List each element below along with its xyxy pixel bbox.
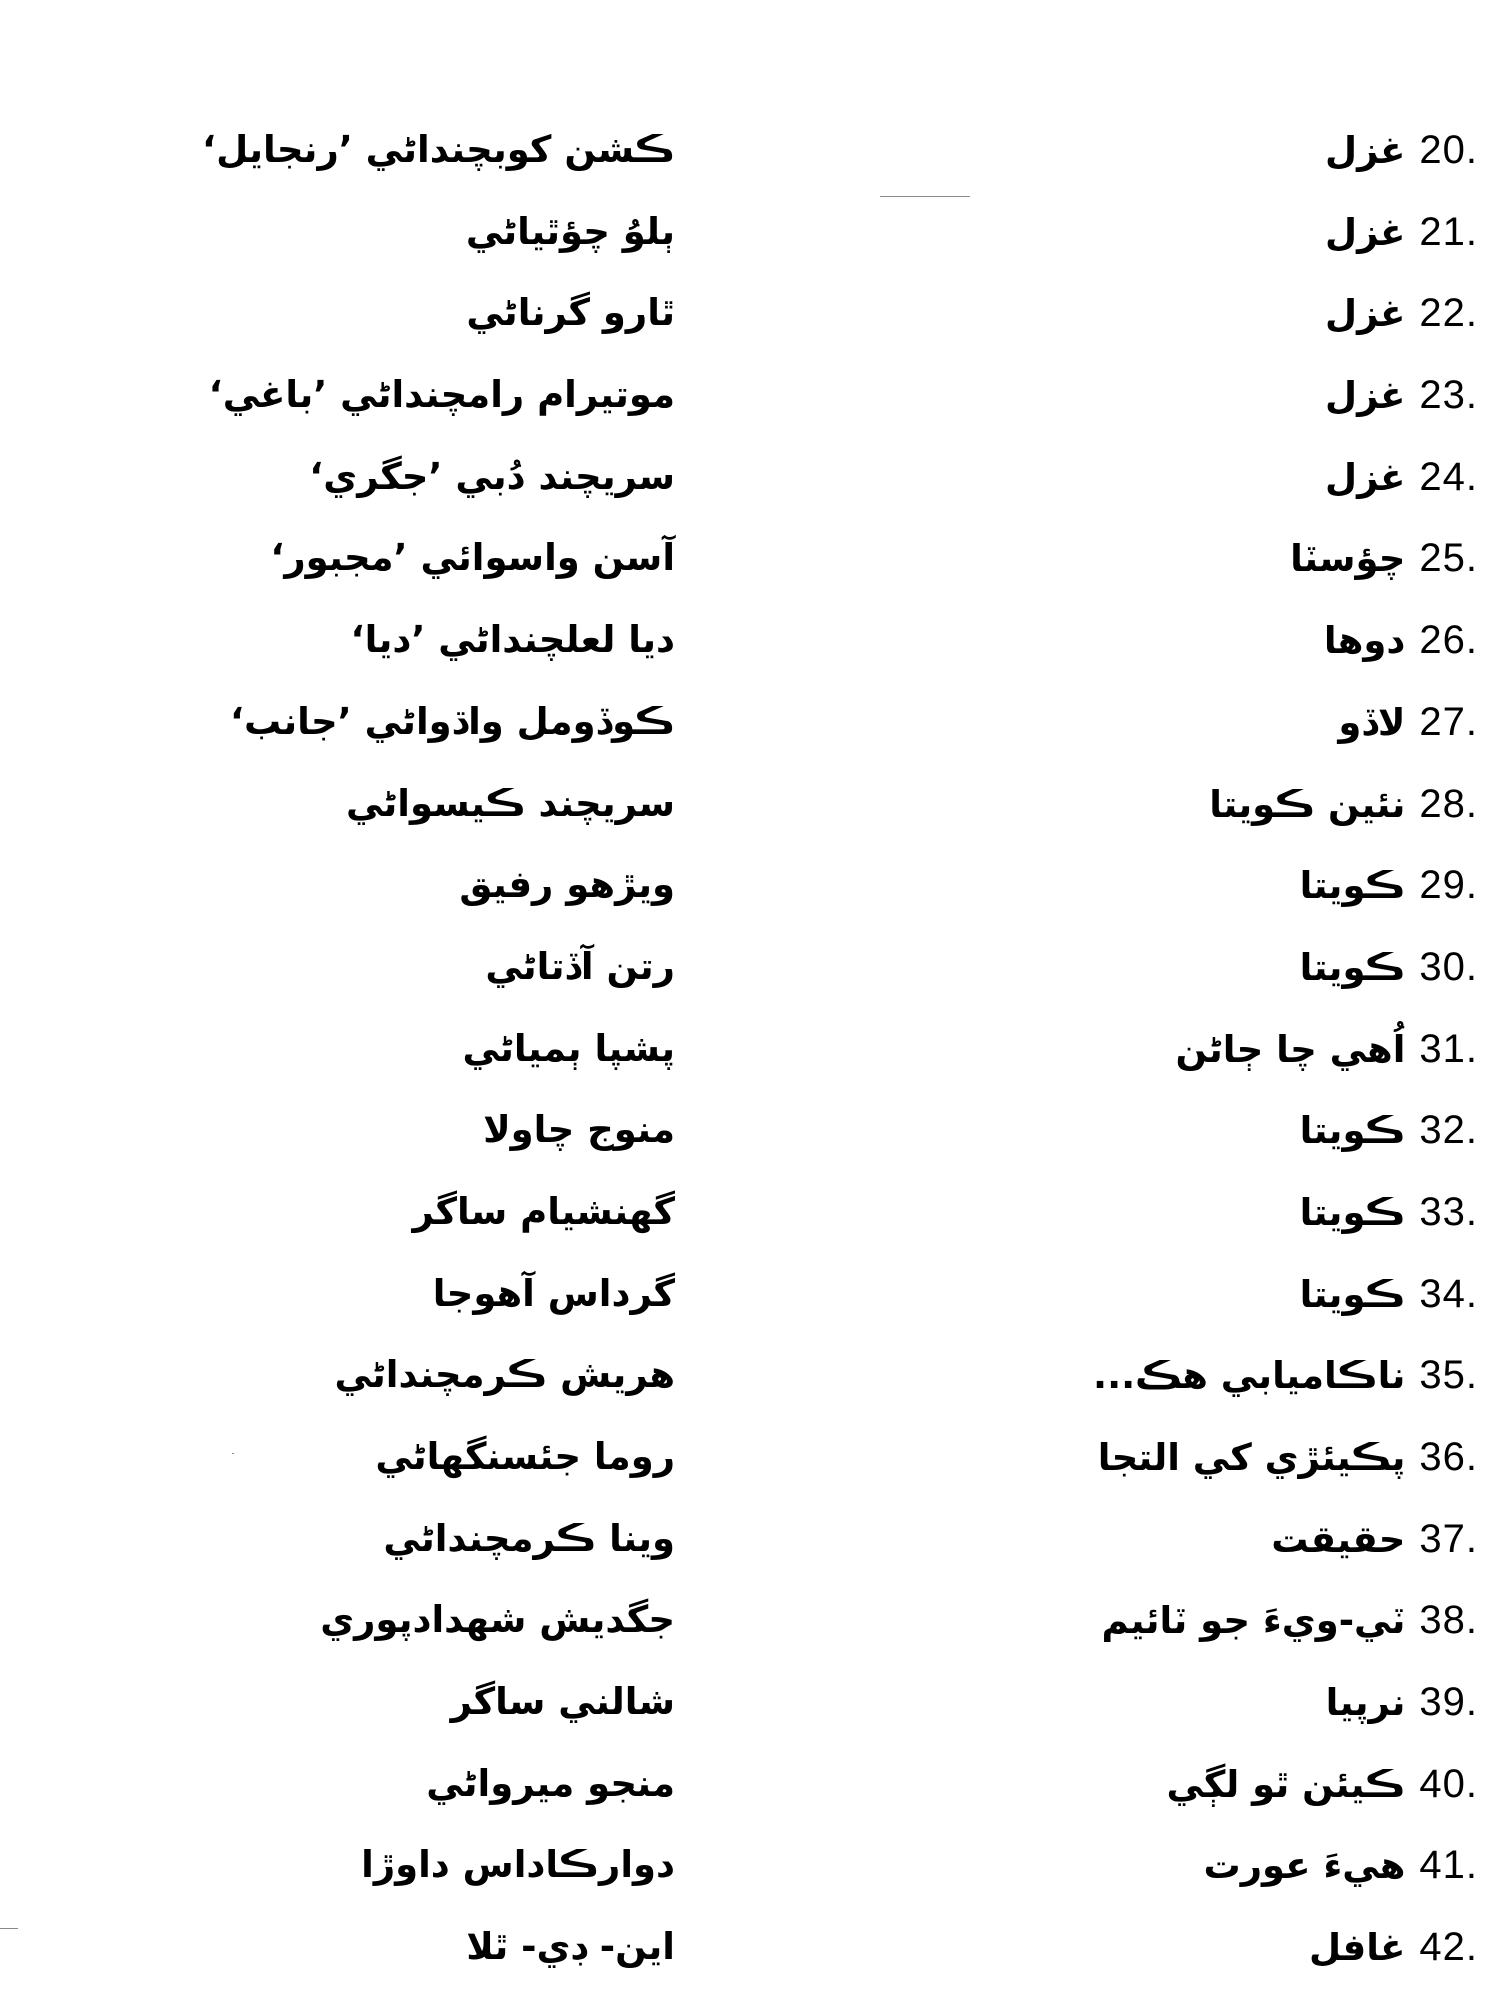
author-name: گرداس آهوجا bbox=[432, 1271, 675, 1315]
entry-number: 30. bbox=[1419, 944, 1478, 989]
toc-row bbox=[0, 1017, 1500, 1099]
author-name: موتيرام رامچنداڻي ’باغي‘ bbox=[208, 373, 675, 417]
poem-title: پڪيئڙي کي التجا bbox=[1097, 1436, 1406, 1479]
toc-entry bbox=[1300, 1262, 1478, 1327]
toc-row bbox=[0, 118, 1500, 200]
toc-row bbox=[0, 1670, 1500, 1752]
toc-row bbox=[0, 526, 1500, 608]
author-name: ديا لعلچنداڻي ’ديا‘ bbox=[350, 618, 675, 662]
poem-title: غزل bbox=[1324, 129, 1406, 172]
toc-entry bbox=[1300, 1098, 1478, 1163]
toc-entry bbox=[1176, 1017, 1478, 1082]
author-name: دوارڪاداس داوڙا bbox=[361, 1843, 675, 1887]
toc-row bbox=[0, 281, 1500, 363]
entry-number: 22. bbox=[1419, 291, 1478, 336]
entry-number: 35. bbox=[1419, 1353, 1478, 1398]
poem-title: ڪويتا bbox=[1299, 1272, 1406, 1316]
toc-entry bbox=[1204, 1833, 1478, 1898]
poem-title: ڪويتا bbox=[1299, 945, 1406, 989]
toc-entry bbox=[1300, 853, 1478, 918]
entry-number: 24. bbox=[1419, 454, 1478, 499]
poem-title: ناڪاميابي هڪ... bbox=[1093, 1354, 1406, 1398]
entry-number: 31. bbox=[1419, 1026, 1478, 1071]
poem-title: ڪويتا bbox=[1299, 1109, 1406, 1153]
poem-title: لاڏو bbox=[1338, 700, 1406, 744]
toc-row bbox=[0, 1180, 1500, 1262]
entry-number: 39. bbox=[1419, 1680, 1478, 1725]
toc-row bbox=[0, 363, 1500, 445]
entry-number: 34. bbox=[1419, 1271, 1478, 1316]
toc-row bbox=[0, 1915, 1500, 1997]
poem-title: نرپيا bbox=[1325, 1681, 1406, 1725]
author-name: منوج چاولا bbox=[483, 1108, 675, 1152]
entry-number: 42. bbox=[1419, 1925, 1478, 1970]
toc-row bbox=[0, 1588, 1500, 1670]
author-name: سريچند دُبي ’جگري‘ bbox=[309, 454, 675, 498]
author-name: سريچند ڪيسواڻي bbox=[345, 781, 675, 825]
entry-number: 23. bbox=[1419, 373, 1478, 418]
author-name: آسن واسوائي ’مجبور‘ bbox=[270, 536, 675, 580]
entry-number: 29. bbox=[1419, 863, 1478, 908]
toc-entry bbox=[1309, 1915, 1478, 1980]
toc-row bbox=[0, 690, 1500, 772]
poem-title: ٽي-ويءَ جو ٽائيم bbox=[1101, 1599, 1406, 1643]
entry-number: 36. bbox=[1419, 1435, 1478, 1479]
toc-row bbox=[0, 1098, 1500, 1180]
author-name: منجو ميرواڻي bbox=[426, 1761, 675, 1805]
author-name: اين- ڊي- ٿلا bbox=[466, 1925, 675, 1969]
poem-title: ڪويتا bbox=[1299, 864, 1406, 908]
toc-entry bbox=[1098, 1425, 1478, 1490]
toc-entry bbox=[1300, 935, 1478, 1000]
entry-number: 38. bbox=[1419, 1598, 1478, 1643]
poem-title: حقيقت bbox=[1271, 1517, 1406, 1561]
author-name: ٻلوُ چؤٿياڻي bbox=[465, 209, 675, 253]
poem-title: دوها bbox=[1323, 619, 1406, 663]
entry-number: 32. bbox=[1419, 1108, 1478, 1153]
poem-title: غزل bbox=[1324, 210, 1406, 254]
author-name: روما جئسنگهاڻي bbox=[375, 1435, 675, 1478]
author-name: گهنشيام ساگر bbox=[412, 1189, 675, 1233]
toc-entry bbox=[1290, 526, 1478, 591]
toc-row bbox=[0, 853, 1500, 935]
toc-entry bbox=[1101, 1588, 1478, 1653]
author-name: پشپا ٻمياڻي bbox=[462, 1026, 675, 1070]
toc-entry bbox=[1324, 608, 1478, 673]
author-name: جگديش شهدادپوري bbox=[320, 1598, 675, 1642]
author-name: ٿارو گرناڻي bbox=[466, 291, 675, 335]
author-name: شالني ساگر bbox=[450, 1680, 675, 1724]
entry-number: 20. bbox=[1419, 128, 1478, 172]
toc-entry bbox=[1209, 772, 1478, 837]
poem-title: هيءَ عورت bbox=[1203, 1844, 1406, 1888]
entry-number: 41. bbox=[1419, 1843, 1478, 1888]
poem-title: غافل bbox=[1308, 1926, 1406, 1970]
toc-entry bbox=[1325, 200, 1478, 265]
entry-number: 40. bbox=[1419, 1761, 1478, 1806]
toc-entry bbox=[1338, 690, 1478, 755]
toc-entry bbox=[1325, 118, 1478, 183]
poem-title: چؤسٽا bbox=[1290, 537, 1406, 581]
toc-row bbox=[0, 445, 1500, 527]
poem-title: ڪويتا bbox=[1299, 1190, 1406, 1234]
toc-row bbox=[0, 935, 1500, 1017]
toc-entry bbox=[1166, 1752, 1478, 1817]
entry-number: 25. bbox=[1419, 536, 1478, 581]
table-of-contents bbox=[0, 118, 1500, 1997]
author-name: ڪشن کوبچنداڻي ’رنجايل‘ bbox=[202, 128, 675, 171]
toc-row bbox=[0, 1262, 1500, 1344]
toc-entry bbox=[1325, 281, 1478, 346]
toc-row bbox=[0, 1343, 1500, 1425]
entry-number: 26. bbox=[1419, 618, 1478, 663]
author-name: هريش ڪرمچنداڻي bbox=[334, 1353, 675, 1397]
entry-number: 28. bbox=[1419, 781, 1478, 826]
toc-row bbox=[0, 608, 1500, 690]
author-name: ويڙهو رفيق bbox=[459, 863, 675, 907]
toc-row bbox=[0, 772, 1500, 854]
author-name: ڪوڏومل واڌواڻي ’جانب‘ bbox=[230, 699, 675, 743]
poem-title: نئين ڪويتا bbox=[1209, 782, 1406, 826]
toc-row bbox=[0, 1833, 1500, 1915]
author-name: وينا ڪرمچنداڻي bbox=[383, 1516, 675, 1560]
entry-number: 37. bbox=[1419, 1516, 1478, 1561]
toc-entry bbox=[1093, 1343, 1478, 1408]
entry-number: 21. bbox=[1419, 209, 1478, 254]
toc-row bbox=[0, 1425, 1500, 1507]
author-name: رتن آڏتاڻي bbox=[485, 944, 675, 988]
poem-title: غزل bbox=[1324, 455, 1406, 499]
toc-entry bbox=[1326, 1670, 1478, 1735]
toc-entry bbox=[1325, 363, 1478, 428]
toc-row bbox=[0, 200, 1500, 282]
entry-number: 33. bbox=[1419, 1189, 1478, 1234]
toc-entry bbox=[1300, 1180, 1478, 1245]
toc-row bbox=[0, 1507, 1500, 1589]
poem-title: اُهي چا ڄاڻن bbox=[1175, 1027, 1406, 1071]
entry-number: 27. bbox=[1419, 699, 1478, 744]
toc-row bbox=[0, 1752, 1500, 1834]
toc-entry bbox=[1325, 445, 1478, 510]
poem-title: غزل bbox=[1324, 292, 1406, 336]
toc-entry bbox=[1271, 1507, 1478, 1572]
poem-title: ڪيئن ٿو لڳي bbox=[1166, 1762, 1406, 1806]
poem-title: غزل bbox=[1324, 374, 1406, 418]
